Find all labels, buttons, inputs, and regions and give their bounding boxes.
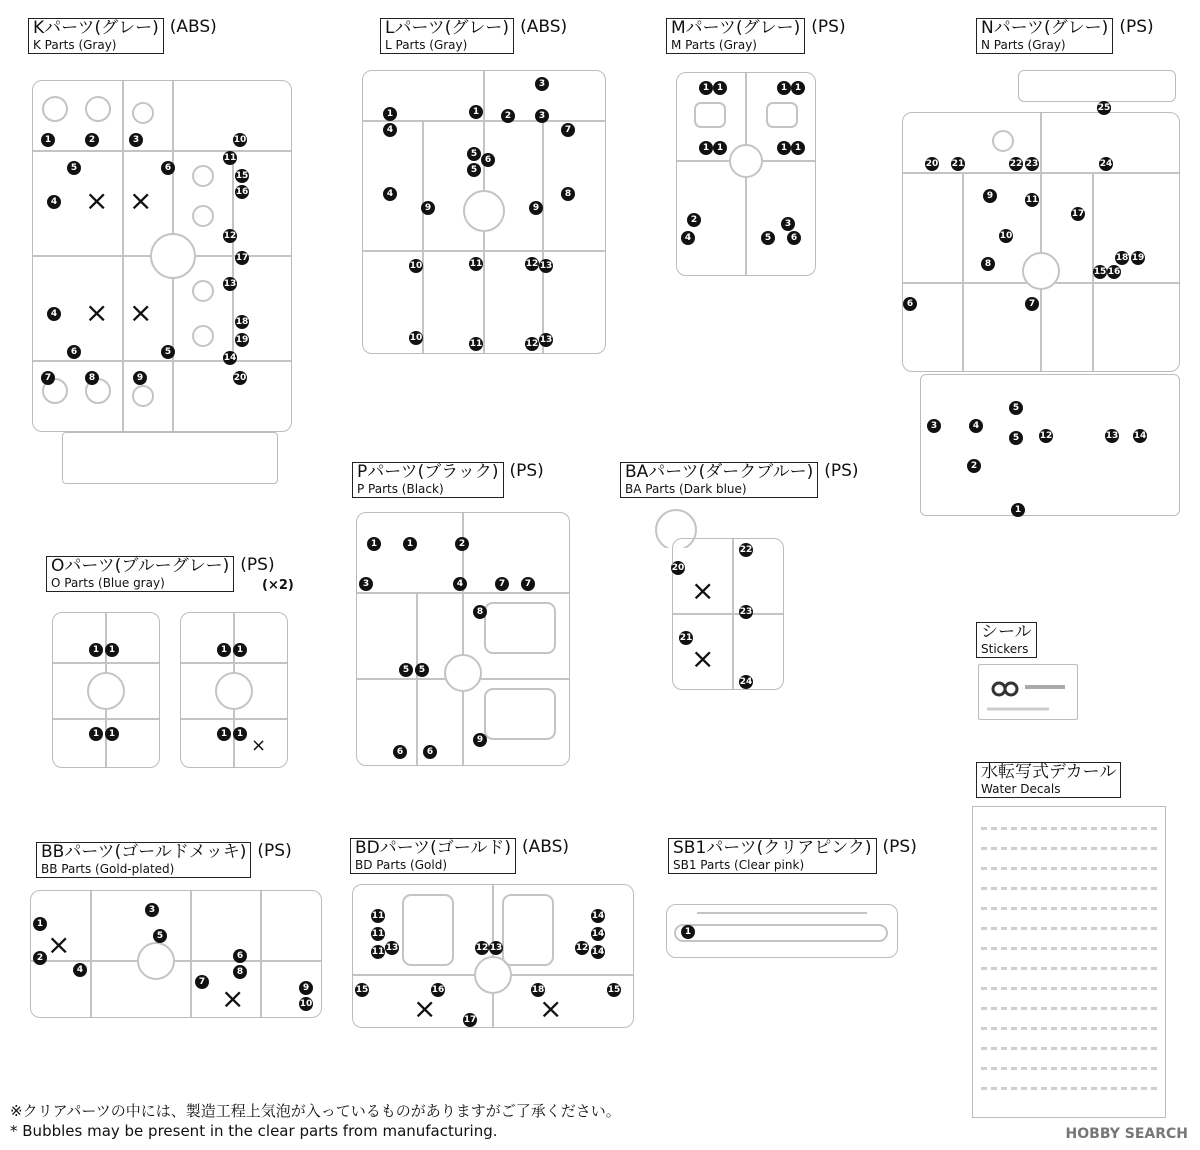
part-number-badge: 12 bbox=[525, 259, 539, 269]
l-sprue-diagram bbox=[362, 70, 606, 354]
unused-part-mark: × bbox=[85, 296, 109, 329]
part-number-badge: 16 bbox=[431, 985, 445, 995]
decal-row bbox=[981, 1027, 1157, 1030]
decal-row bbox=[981, 1047, 1157, 1050]
part-number-badge: 8 bbox=[981, 257, 995, 271]
sb1-parts-label: SB1パーツ(クリアピンク) SB1 Parts (Clear pink) bbox=[668, 838, 877, 874]
part-number-badge: 5 bbox=[467, 147, 481, 161]
bb-sprue-diagram bbox=[30, 890, 322, 1018]
part-number-badge: 20 bbox=[925, 159, 939, 169]
part-number-badge: 3 bbox=[535, 77, 549, 91]
part-number-badge: 21 bbox=[679, 633, 693, 643]
bd-parts-label: BDパーツ(ゴールド) BD Parts (Gold) bbox=[350, 838, 516, 874]
l-parts-label: Lパーツ(グレー) L Parts (Gray) bbox=[380, 18, 514, 54]
part-number-badge: 7 bbox=[41, 371, 55, 385]
part-number-badge: 14 bbox=[1133, 431, 1147, 441]
part-number-badge: 7 bbox=[495, 577, 509, 591]
part-number-badge: 12 bbox=[525, 339, 539, 349]
o-parts-label: Oパーツ(ブルーグレー) O Parts (Blue gray) bbox=[46, 556, 234, 592]
k-parts-label: Kパーツ(グレー) K Parts (Gray) bbox=[28, 18, 164, 54]
part-number-badge: 5 bbox=[1009, 401, 1023, 415]
sb1-sprue-frame bbox=[667, 905, 897, 957]
o-sprue-frame bbox=[53, 613, 159, 767]
part-number-badge: 1 bbox=[713, 81, 727, 95]
stickers-label: シール Stickers bbox=[976, 622, 1037, 658]
part-number-badge: 14 bbox=[591, 947, 605, 957]
p-parts-label: Pパーツ(ブラック) P Parts (Black) bbox=[352, 462, 504, 498]
o-sprue-diagram-2 bbox=[180, 612, 288, 768]
unused-part-mark: × bbox=[539, 992, 563, 1025]
part-number-badge: 4 bbox=[681, 231, 695, 245]
part-number-badge: 6 bbox=[903, 297, 917, 311]
part-number-badge: 7 bbox=[195, 975, 209, 989]
part-number-badge: 3 bbox=[359, 577, 373, 591]
part-number-badge: 8 bbox=[473, 605, 487, 619]
part-number-badge: 6 bbox=[423, 745, 437, 759]
decal-row bbox=[981, 1087, 1157, 1090]
part-number-badge: 19 bbox=[235, 335, 249, 345]
part-number-badge: 1 bbox=[217, 643, 231, 657]
part-number-badge: 11 bbox=[469, 259, 483, 269]
part-number-badge: 23 bbox=[1025, 159, 1039, 169]
part-number-badge: 11 bbox=[1025, 195, 1039, 205]
part-number-badge: 24 bbox=[1099, 159, 1113, 169]
part-number-badge: 21 bbox=[951, 159, 965, 169]
part-number-badge: 4 bbox=[383, 123, 397, 137]
bb-parts-label: BBパーツ(ゴールドメッキ) BB Parts (Gold-plated) bbox=[36, 842, 251, 878]
part-number-badge: 14 bbox=[591, 929, 605, 939]
part-number-badge: 6 bbox=[233, 949, 247, 963]
part-number-badge: 17 bbox=[235, 253, 249, 263]
part-number-badge: 4 bbox=[383, 187, 397, 201]
bb-parts-header: BBパーツ(ゴールドメッキ) BB Parts (Gold-plated) (PS) bbox=[36, 842, 292, 878]
part-number-badge: 6 bbox=[161, 161, 175, 175]
stickers-header bbox=[976, 622, 1037, 658]
part-number-badge: 17 bbox=[1071, 209, 1085, 219]
part-number-badge: 20 bbox=[233, 373, 247, 383]
part-number-badge: 7 bbox=[521, 577, 535, 591]
part-number-badge: 1 bbox=[233, 727, 247, 741]
part-number-badge: 1 bbox=[367, 537, 381, 551]
m-sprue-diagram bbox=[676, 72, 816, 276]
part-number-badge: 3 bbox=[145, 903, 159, 917]
part-number-badge: 22 bbox=[739, 545, 753, 555]
part-number-badge: 1 bbox=[217, 727, 231, 741]
unused-part-mark: × bbox=[251, 735, 267, 756]
part-number-badge: 9 bbox=[421, 201, 435, 215]
part-number-badge: 13 bbox=[385, 943, 399, 953]
part-number-badge: 13 bbox=[1105, 431, 1119, 441]
part-number-badge: 1 bbox=[777, 141, 791, 155]
ba-sprue-frame bbox=[673, 539, 783, 689]
part-number-badge: 1 bbox=[41, 133, 55, 147]
l-sprue-frame bbox=[363, 71, 605, 353]
part-number-badge: 8 bbox=[85, 371, 99, 385]
bd-sprue-frame bbox=[353, 885, 633, 1027]
part-number-badge: 1 bbox=[791, 81, 805, 95]
part-number-badge: 10 bbox=[409, 333, 423, 343]
part-number-badge: 9 bbox=[473, 733, 487, 747]
part-number-badge: 1 bbox=[469, 105, 483, 119]
part-number-badge: 2 bbox=[455, 537, 469, 551]
part-number-badge: 2 bbox=[33, 951, 47, 965]
part-number-badge: 11 bbox=[223, 153, 237, 163]
o-sprue-diagram-1 bbox=[52, 612, 160, 768]
ba-parts-header: BAパーツ(ダークブルー) BA Parts (Dark blue) (PS) bbox=[620, 462, 859, 498]
part-number-badge: 8 bbox=[233, 965, 247, 979]
l-parts-header: Lパーツ(グレー) L Parts (Gray) (ABS) bbox=[380, 18, 567, 54]
part-number-badge: 6 bbox=[481, 153, 495, 167]
decal-row bbox=[981, 927, 1157, 930]
footnote-en: * Bubbles may be present in the clear parts from manufacturing. bbox=[10, 1122, 498, 1140]
part-number-badge: 12 bbox=[1039, 431, 1053, 441]
part-number-badge: 11 bbox=[371, 929, 385, 939]
part-number-badge: 6 bbox=[67, 345, 81, 359]
part-number-badge: 11 bbox=[371, 947, 385, 957]
part-number-badge: 15 bbox=[607, 985, 621, 995]
bd-parts-header: BDパーツ(ゴールド) BD Parts (Gold) (ABS) bbox=[350, 838, 569, 874]
part-number-badge: 4 bbox=[47, 195, 61, 209]
part-number-badge: 11 bbox=[469, 339, 483, 349]
n-parts-header: Nパーツ(グレー) N Parts (Gray) (PS) bbox=[976, 18, 1154, 54]
part-number-badge: 14 bbox=[223, 353, 237, 363]
part-number-badge: 9 bbox=[133, 371, 147, 385]
part-number-badge: 1 bbox=[383, 107, 397, 121]
part-number-badge: 6 bbox=[787, 231, 801, 245]
o-sprue-frame bbox=[181, 613, 287, 767]
part-number-badge: 25 bbox=[1097, 103, 1111, 113]
watermark-logo: HOBBY SEARCH bbox=[1065, 1126, 1188, 1142]
bb-sprue-frame bbox=[31, 891, 321, 1017]
decal-row bbox=[981, 827, 1157, 830]
part-number-badge: 7 bbox=[561, 123, 575, 137]
part-number-badge: 4 bbox=[73, 963, 87, 977]
part-number-badge: 5 bbox=[161, 345, 175, 359]
bd-sprue-diagram bbox=[352, 884, 634, 1028]
ba-parts-label: BAパーツ(ダークブルー) BA Parts (Dark blue) bbox=[620, 462, 818, 498]
o-parts-quantity: (×2) bbox=[262, 578, 294, 593]
m-parts-label: Mパーツ(グレー) M Parts (Gray) bbox=[666, 18, 805, 54]
decal-row bbox=[981, 967, 1157, 970]
n-sprue-top-runner bbox=[1018, 70, 1176, 113]
part-number-badge: 4 bbox=[47, 307, 61, 321]
part-number-badge: 1 bbox=[89, 727, 103, 741]
part-number-badge: 1 bbox=[681, 925, 695, 939]
unused-part-mark: × bbox=[85, 184, 109, 217]
n-sprue-diagram bbox=[902, 112, 1180, 372]
part-number-badge: 22 bbox=[1009, 159, 1023, 169]
part-number-badge: 11 bbox=[371, 911, 385, 921]
part-number-badge: 10 bbox=[233, 135, 247, 145]
part-number-badge: 14 bbox=[591, 911, 605, 921]
p-sprue-diagram bbox=[356, 512, 570, 766]
part-number-badge: 12 bbox=[223, 231, 237, 241]
unused-part-mark: × bbox=[691, 574, 715, 607]
ba-sprue-diagram bbox=[672, 538, 784, 690]
part-number-badge: 1 bbox=[791, 141, 805, 155]
sticker-sheet-art bbox=[979, 665, 1077, 719]
part-number-badge: 1 bbox=[777, 81, 791, 95]
part-number-badge: 12 bbox=[475, 943, 489, 953]
part-number-badge: 1 bbox=[713, 141, 727, 155]
part-number-badge: 3 bbox=[129, 133, 143, 147]
k-sprue-diagram bbox=[32, 80, 292, 432]
unused-part-mark: × bbox=[413, 992, 437, 1025]
n-sprue-lower bbox=[920, 374, 1180, 516]
part-number-badge: 10 bbox=[299, 999, 313, 1009]
p-parts-header: Pパーツ(ブラック) P Parts (Black) (PS) bbox=[352, 462, 544, 498]
part-number-badge: 5 bbox=[67, 161, 81, 175]
part-number-badge: 5 bbox=[1009, 431, 1023, 445]
part-number-badge: 1 bbox=[89, 643, 103, 657]
sticker-sheet bbox=[978, 664, 1078, 720]
part-number-badge: 16 bbox=[235, 187, 249, 197]
k-sprue-runner bbox=[62, 432, 278, 484]
part-number-badge: 3 bbox=[927, 419, 941, 433]
part-number-badge: 9 bbox=[299, 981, 313, 995]
part-number-badge: 24 bbox=[739, 677, 753, 687]
n-sprue-frame bbox=[903, 113, 1179, 371]
part-number-badge: 5 bbox=[761, 231, 775, 245]
part-number-badge: 20 bbox=[671, 563, 685, 573]
decals-header bbox=[976, 762, 1121, 798]
sb1-sprue-diagram bbox=[666, 904, 898, 958]
part-number-badge: 3 bbox=[781, 217, 795, 231]
part-number-badge: 17 bbox=[463, 1015, 477, 1025]
part-number-badge: 1 bbox=[33, 917, 47, 931]
part-number-badge: 5 bbox=[399, 663, 413, 677]
part-number-badge: 13 bbox=[539, 335, 553, 345]
part-number-badge: 18 bbox=[531, 985, 545, 995]
part-number-badge: 1 bbox=[403, 537, 417, 551]
n-parts-label: Nパーツ(グレー) N Parts (Gray) bbox=[976, 18, 1113, 54]
part-number-badge: 13 bbox=[223, 279, 237, 289]
part-number-badge: 9 bbox=[983, 189, 997, 203]
part-number-badge: 5 bbox=[153, 929, 167, 943]
k-parts-header: Kパーツ(グレー) K Parts (Gray) (ABS) bbox=[28, 18, 217, 54]
part-number-badge: 9 bbox=[529, 201, 543, 215]
unused-part-mark: × bbox=[129, 184, 153, 217]
part-number-badge: 16 bbox=[1107, 267, 1121, 277]
part-number-badge: 4 bbox=[969, 419, 983, 433]
o-parts-header: Oパーツ(ブルーグレー) O Parts (Blue gray) (PS) bbox=[46, 556, 275, 592]
part-number-badge: 8 bbox=[561, 187, 575, 201]
decal-row bbox=[981, 947, 1157, 950]
part-number-badge: 18 bbox=[1115, 253, 1129, 263]
m-parts-header: Mパーツ(グレー) M Parts (Gray) (PS) bbox=[666, 18, 846, 54]
unused-part-mark: × bbox=[691, 642, 715, 675]
part-number-badge: 3 bbox=[535, 109, 549, 123]
part-number-badge: 7 bbox=[1025, 297, 1039, 311]
water-decal-sheet bbox=[972, 806, 1166, 1118]
unused-part-mark: × bbox=[221, 982, 245, 1015]
part-number-badge: 1 bbox=[105, 727, 119, 741]
part-number-badge: 13 bbox=[489, 943, 503, 953]
decal-row bbox=[981, 847, 1157, 850]
k-sprue-frame bbox=[33, 81, 291, 431]
decal-row bbox=[981, 887, 1157, 890]
part-number-badge: 1 bbox=[699, 141, 713, 155]
part-number-badge: 15 bbox=[235, 171, 249, 181]
part-number-badge: 1 bbox=[105, 643, 119, 657]
decal-row bbox=[981, 1067, 1157, 1070]
part-number-badge: 19 bbox=[1131, 253, 1145, 263]
part-number-badge: 18 bbox=[235, 317, 249, 327]
decal-row bbox=[981, 907, 1157, 910]
part-number-badge: 2 bbox=[967, 459, 981, 473]
part-number-badge: 1 bbox=[699, 81, 713, 95]
decal-row bbox=[981, 1007, 1157, 1010]
part-number-badge: 2 bbox=[687, 213, 701, 227]
part-number-badge: 15 bbox=[1093, 267, 1107, 277]
part-number-badge: 10 bbox=[409, 261, 423, 271]
part-number-badge: 13 bbox=[539, 261, 553, 271]
part-number-badge: 2 bbox=[85, 133, 99, 147]
part-number-badge: 1 bbox=[233, 643, 247, 657]
decal-row bbox=[981, 987, 1157, 990]
footnote-jp: ※クリアパーツの中には、製造工程上気泡が入っているものがありますがご了承ください。 bbox=[10, 1102, 621, 1120]
part-number-badge: 5 bbox=[467, 163, 481, 177]
part-number-badge: 12 bbox=[575, 943, 589, 953]
part-number-badge: 2 bbox=[501, 109, 515, 123]
part-number-badge: 4 bbox=[453, 577, 467, 591]
ba-sprue-ring bbox=[646, 500, 706, 548]
unused-part-mark: × bbox=[129, 296, 153, 329]
unused-part-mark: × bbox=[47, 928, 71, 961]
part-number-badge: 15 bbox=[355, 985, 369, 995]
part-number-badge: 1 bbox=[1011, 503, 1025, 517]
part-number-badge: 6 bbox=[393, 745, 407, 759]
part-number-badge: 10 bbox=[999, 231, 1013, 241]
part-number-badge: 23 bbox=[739, 607, 753, 617]
part-number-badge: 5 bbox=[415, 663, 429, 677]
decals-label: 水転写式デカール Water Decals bbox=[976, 762, 1121, 798]
decal-row bbox=[981, 867, 1157, 870]
sb1-parts-header: SB1パーツ(クリアピンク) SB1 Parts (Clear pink) (PS) bbox=[668, 838, 917, 874]
